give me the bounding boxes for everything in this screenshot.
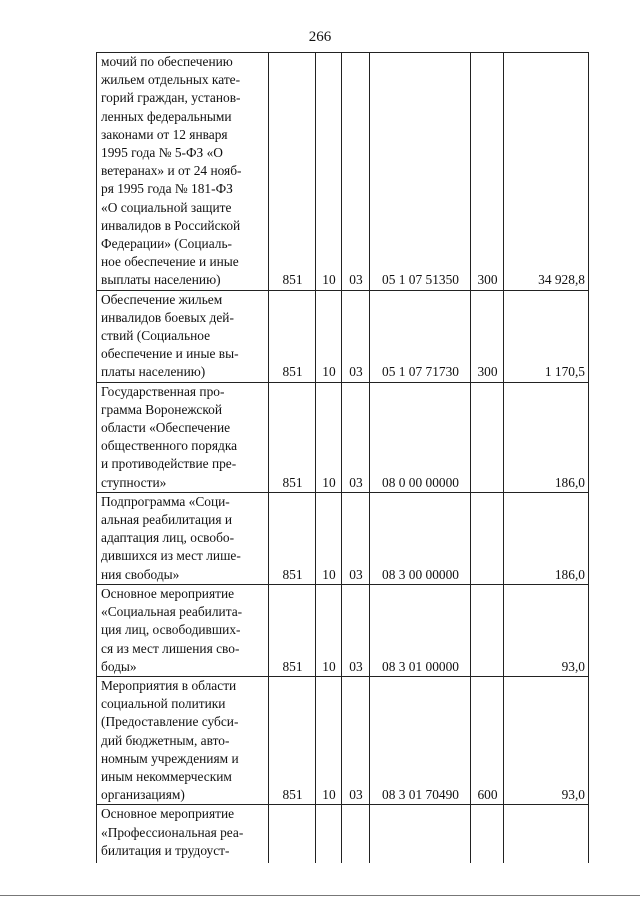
table-row — [97, 805, 589, 863]
row-rz: 10 — [316, 584, 342, 676]
page-number: 266 — [308, 29, 332, 45]
row-gr: 851 — [269, 492, 316, 584]
row-pr: 03 — [342, 676, 370, 804]
row-pr: 03 — [342, 53, 370, 291]
table-row — [97, 382, 589, 492]
row-csr: 08 3 00 00000 — [370, 492, 471, 584]
row-sum: 93,0 — [504, 584, 589, 676]
row-rz: 10 — [316, 53, 342, 291]
row-pr: 03 — [342, 290, 370, 382]
row-vr — [471, 382, 504, 492]
row-name: Основное мероприятие «Профессиональная реа- билитация и трудоуст- — [97, 805, 269, 863]
row-gr — [269, 805, 316, 863]
table-row — [97, 53, 589, 291]
row-name: Государственная про- грамма Воронежской области «Обеспечение общественного порядка и противодействие пре- ступности» — [97, 382, 269, 492]
row-rz: 10 — [316, 676, 342, 804]
row-pr: 03 — [342, 584, 370, 676]
row-pr: 03 — [342, 382, 370, 492]
row-gr: 851 — [269, 290, 316, 382]
table-row — [97, 492, 589, 584]
row-sum: 1 170,5 — [504, 290, 589, 382]
row-vr — [471, 584, 504, 676]
row-sum — [504, 805, 589, 863]
row-vr: 600 — [471, 676, 504, 804]
row-gr: 851 — [269, 53, 316, 291]
row-csr: 05 1 07 71730 — [370, 290, 471, 382]
row-sum: 186,0 — [504, 492, 589, 584]
row-vr — [471, 805, 504, 863]
row-name: Обеспечение жильем инвалидов боевых дей- ствий (Социальное обеспечение и иные вы- платы населению) — [97, 290, 269, 382]
row-sum: 93,0 — [504, 676, 589, 804]
row-name: Подпрограмма «Соци- альная реабилитация и адаптация лиц, освобо- дившихся из мест лише- ния свободы» — [97, 492, 269, 584]
row-name: мочий по обеспечению жильем отдельных кате- горий граждан, установ- ленных федеральными законами от 12 января 1995 года № 5-ФЗ «О ветеранах» и от 24 нояб- ря 1995 года № 181-ФЗ «О социальной защите инвалидов в Российской Федерации» (Социаль- ное обеспечение и иные выплаты населению) — [97, 53, 269, 291]
row-csr: 08 3 01 00000 — [370, 584, 471, 676]
row-pr — [342, 805, 370, 863]
row-vr: 300 — [471, 53, 504, 291]
table-row — [97, 676, 589, 804]
table-row — [97, 584, 589, 676]
row-sum: 34 928,8 — [504, 53, 589, 291]
row-rz — [316, 805, 342, 863]
row-csr: 08 0 00 00000 — [370, 382, 471, 492]
budget-table — [96, 52, 589, 863]
row-rz: 10 — [316, 290, 342, 382]
row-gr: 851 — [269, 382, 316, 492]
row-name: Основное мероприятие «Социальная реабилита- ция лиц, освободивших- ся из мест лишения сво- боды» — [97, 584, 269, 676]
row-rz: 10 — [316, 492, 342, 584]
row-csr — [370, 805, 471, 863]
row-sum: 186,0 — [504, 382, 589, 492]
row-gr: 851 — [269, 584, 316, 676]
page-bottom-edge — [0, 895, 640, 896]
row-pr: 03 — [342, 492, 370, 584]
row-rz: 10 — [316, 382, 342, 492]
row-vr: 300 — [471, 290, 504, 382]
table-row — [97, 290, 589, 382]
row-gr: 851 — [269, 676, 316, 804]
row-name: Мероприятия в области социальной политики (Предоставление субси- дий бюджетным, авто- номным учреждениям и иным некоммерческим организациям) — [97, 676, 269, 804]
row-csr: 05 1 07 51350 — [370, 53, 471, 291]
row-csr: 08 3 01 70490 — [370, 676, 471, 804]
row-vr — [471, 492, 504, 584]
